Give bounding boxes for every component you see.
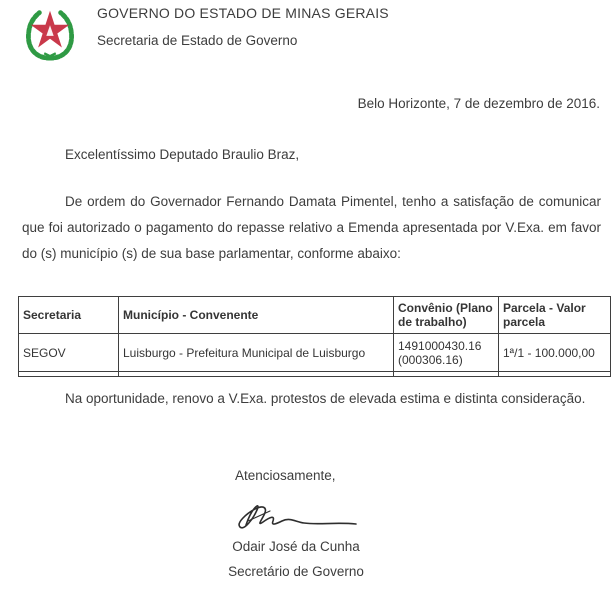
header-dept-name: Secretaria de Estado de Governo <box>97 33 298 48</box>
header-parcela: Parcela - Valor parcela <box>499 297 611 334</box>
body-paragraph-1: De ordem do Governador Fernando Damata Pimentel, tenho a satisfação de comunicar que foi autorizado o pagamento do repasse relativo a Emenda apresentada por V.Exa. em favor do (s) município (s) de sua base parlamentar, conforme abaixo: <box>22 194 601 261</box>
signer-name: Odair José da Cunha <box>232 539 360 554</box>
date-line: Belo Horizonte, 7 de dezembro de 2016. <box>357 96 600 111</box>
convenio-table <box>18 296 611 377</box>
header-municipio: Município - Convenente <box>119 297 394 334</box>
header-secretaria: Secretaria <box>19 297 119 334</box>
cell-municipio: Luisburgo - Prefeitura Municipal de Luisburgo <box>119 334 394 372</box>
cell-parcela: 1ª/1 - 100.000,00 <box>499 334 611 372</box>
header-convenio: Convênio (Plano de trabalho) <box>394 297 499 334</box>
table-empty-row <box>19 372 611 377</box>
body-paragraph-2: Na oportunidade, renovo a V.Exa. protestos de elevada estima e distinta consideração. <box>65 391 586 406</box>
table-row <box>19 334 611 372</box>
cell-convenio: 1491000430.16 (000306.16) <box>394 334 499 372</box>
signer-title: Secretário de Governo <box>228 564 364 579</box>
coat-of-arms-icon <box>21 2 79 64</box>
valediction: Atenciosamente, <box>235 468 336 483</box>
salutation: Excelentíssimo Deputado Braulio Braz, <box>65 147 300 162</box>
table-header-row <box>19 297 611 334</box>
cell-secretaria: SEGOV <box>19 334 119 372</box>
header-org-name: GOVERNO DO ESTADO DE MINAS GERAIS <box>97 5 389 21</box>
signature-icon <box>218 497 363 535</box>
